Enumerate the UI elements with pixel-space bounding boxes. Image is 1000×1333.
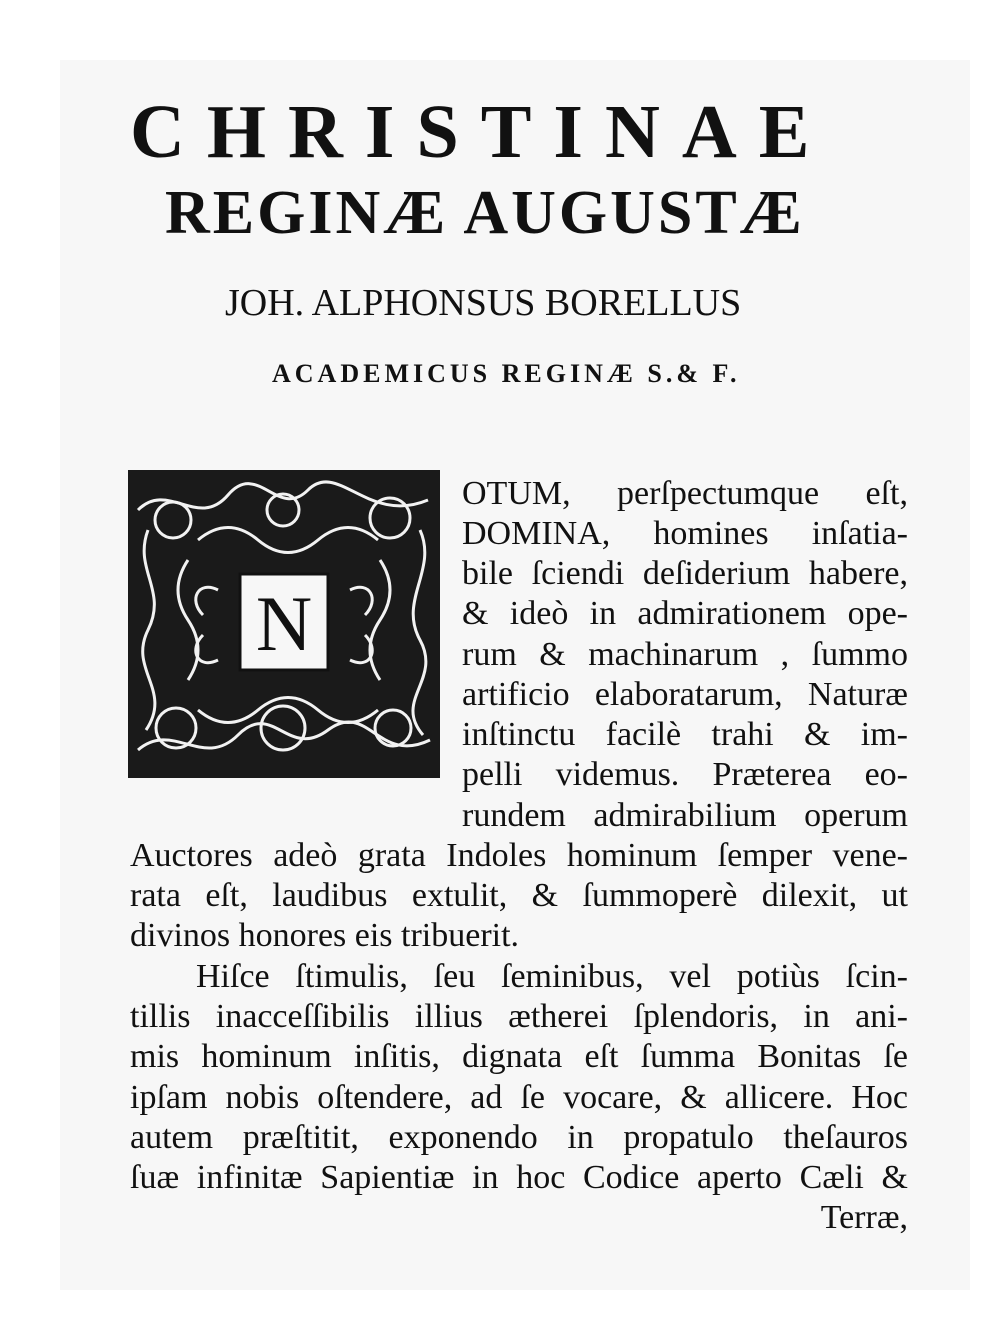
ornamental-drop-cap [128, 470, 440, 778]
body-line-6: artificio elaboratarum, Naturæ [462, 676, 908, 713]
body-line-10: Auctores adeò grata Indoles hominum ſemper vene- [130, 837, 908, 874]
body-line-16: ipſam nobis oſtendere, ad ſe vocare, & allicere. Hoc [130, 1079, 908, 1116]
title-line-2: REGINÆ AUGUSTÆ [165, 179, 805, 247]
subtitle-line: ACADEMICUS REGINÆ S.& F. [272, 359, 741, 388]
body-line-18: ſuæ infinitæ Sapientiæ in hoc Codice aperto Cæli & [130, 1159, 908, 1196]
body-line-13: Hiſce ſtimulis, ſeu ſeminibus, vel potiùs ſcin- [196, 958, 908, 995]
drop-cap-letter: N [255, 580, 313, 667]
body-line-9: rundem admirabilium operum [462, 797, 908, 834]
body-line-5: rum & machinarum , ſummo [462, 636, 908, 673]
title-line-1: CHRISTINAE [130, 90, 832, 174]
body-line-17: autem præſtitit, exponendo in propatulo theſauros [130, 1119, 908, 1156]
body-line-11: rata eſt, laudibus extulit, & ſummoperè dilexit, ut [130, 877, 908, 914]
body-line-19: Terræ, [820, 1199, 908, 1236]
body-line-15: mis hominum inſitis, dignata eſt ſumma Bonitas ſe [130, 1038, 908, 1075]
body-line-2: DOMINA, homines inſatia- [462, 515, 908, 552]
body-line-3: bile ſciendi deſiderium habere, [462, 555, 908, 592]
body-line-8: pelli videmus. Præterea eo- [462, 756, 908, 793]
body-line-1: OTUM, perſpectumque eſt, [462, 475, 908, 512]
body-line-14: tillis inacceſſibilis illius ætherei ſplendoris, in ani- [130, 998, 908, 1035]
body-line-12: divinos honores eis tribuerit. [130, 917, 520, 954]
author-line: JOH. ALPHONSUS BORELLUS [225, 282, 742, 324]
body-line-7: inſtinctu facilè trahi & im- [462, 716, 908, 753]
body-line-4: & ideò in admirationem ope- [462, 595, 908, 632]
